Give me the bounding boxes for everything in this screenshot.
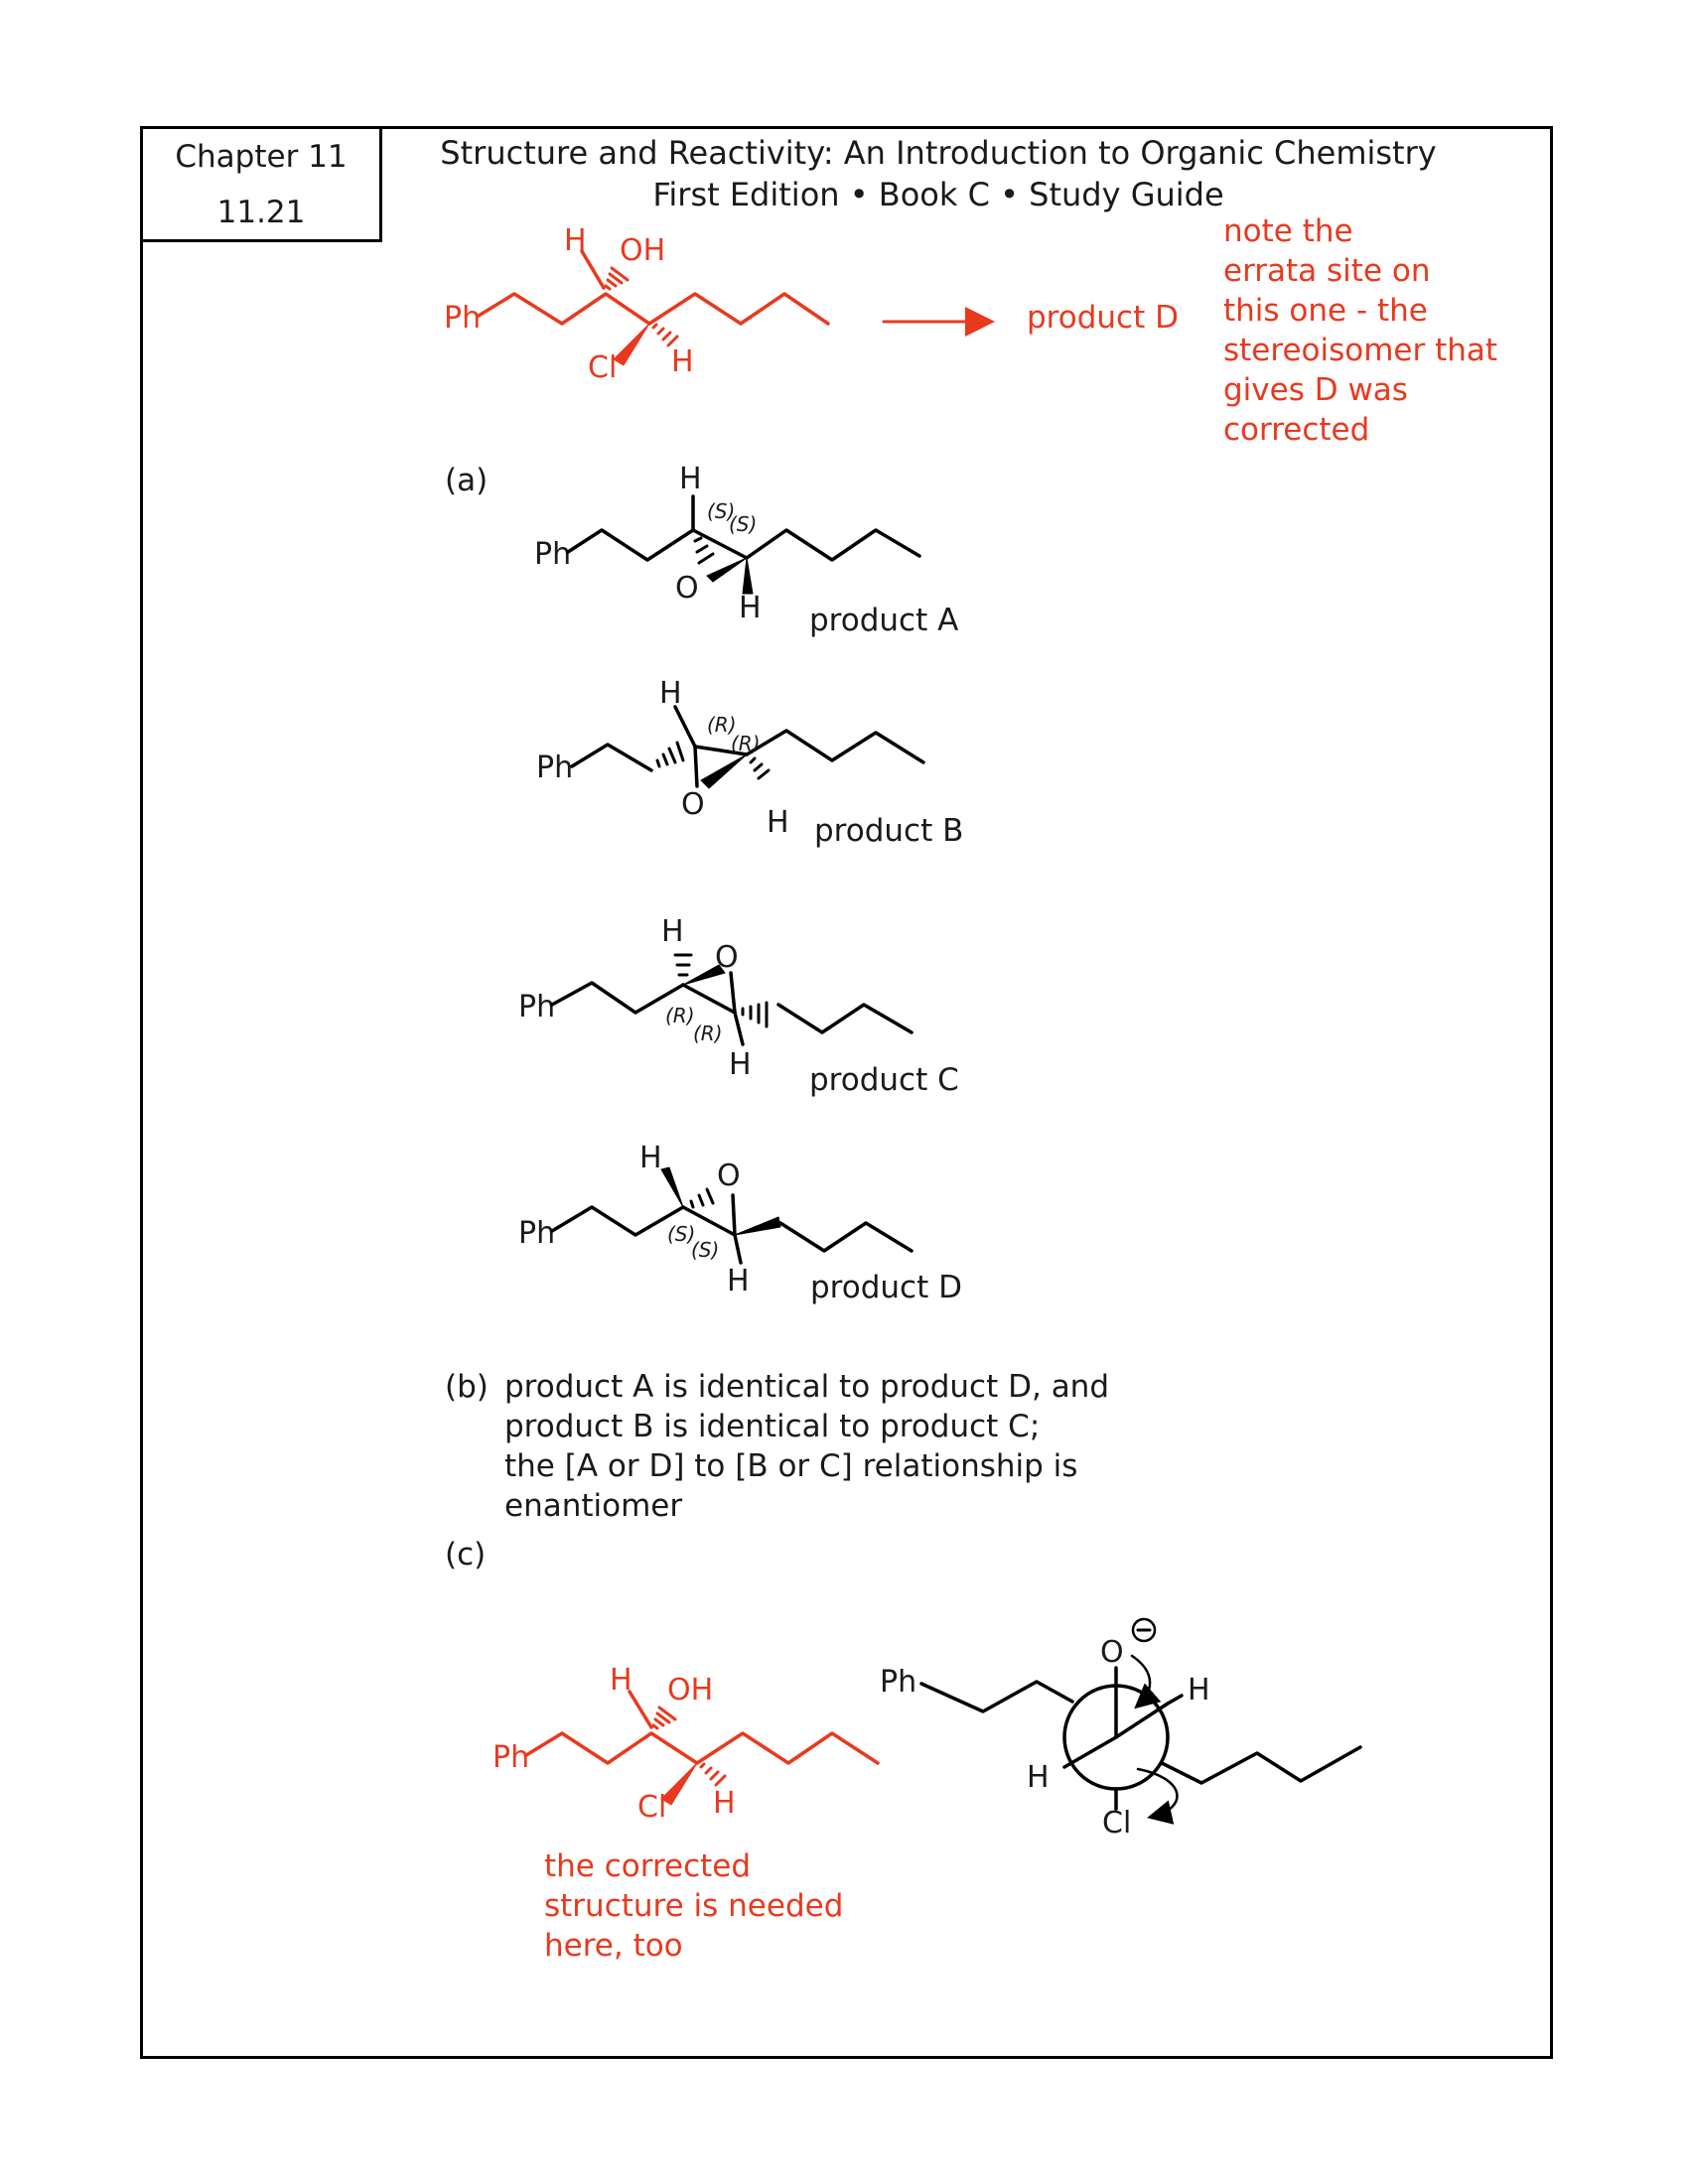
hashed-wedge <box>695 538 713 563</box>
o-label: O <box>717 1159 741 1193</box>
product-d-structure <box>518 1141 912 1298</box>
h-label: H <box>671 344 694 379</box>
h-label: H <box>679 462 702 496</box>
ph-label: Ph <box>880 1665 917 1700</box>
hashed-wedge <box>657 743 683 766</box>
curved-arrow <box>1138 1769 1177 1817</box>
stereo-label: (S) <box>707 499 736 523</box>
hashed-wedge <box>751 758 769 778</box>
hashed-wedge <box>743 1003 767 1026</box>
h-label: H <box>1027 1760 1050 1795</box>
solid-wedge <box>707 558 747 582</box>
part-b-line: the [A or D] to [B or C] relationship is <box>504 1448 1078 1484</box>
part-a-label: (a) <box>445 463 489 498</box>
o-label: O <box>1100 1635 1124 1670</box>
stereo-label: (R) <box>707 713 737 737</box>
hashed-wedge <box>675 955 691 975</box>
cl-label: Cl <box>588 350 618 385</box>
h-bond <box>735 1013 743 1044</box>
product-b-caption: product B <box>814 813 964 849</box>
cl-label: Cl <box>637 1790 667 1825</box>
errata-note-line: note the <box>1223 213 1353 249</box>
product-b-structure <box>536 676 923 840</box>
h-label: H <box>729 1047 752 1082</box>
solid-wedge <box>701 754 747 788</box>
solid-wedge <box>743 558 753 594</box>
hashed-wedge <box>691 1189 713 1207</box>
chapter-label: Chapter 11 <box>175 139 348 175</box>
o-label: O <box>715 940 739 975</box>
book-title: Structure and Reactivity: An Introduction to Organic Chemistry <box>440 134 1437 172</box>
problem-number: 11.21 <box>216 195 306 230</box>
stereo-label: (R) <box>693 1022 723 1045</box>
solid-wedge <box>661 1167 683 1207</box>
h-label: H <box>767 805 789 840</box>
stereo-label: (R) <box>731 732 761 755</box>
hashed-wedge <box>653 325 677 345</box>
ph-label: Ph <box>444 301 482 336</box>
stereo-label: (S) <box>691 1238 720 1262</box>
h-label: H <box>661 914 684 949</box>
hashed-wedge <box>606 268 628 289</box>
h-bond <box>630 1692 651 1727</box>
o-label: O <box>681 787 705 822</box>
oh-label: OH <box>667 1673 714 1707</box>
part-b-label: (b) <box>445 1369 489 1405</box>
h-label: H <box>713 1786 736 1821</box>
part-b-line: product B is identical to product C; <box>504 1409 1041 1444</box>
product-c-caption: product C <box>809 1062 959 1098</box>
h-bond <box>735 1235 741 1263</box>
solid-wedge <box>661 1763 697 1805</box>
part-c-starting-material <box>492 1663 878 1825</box>
h-label: H <box>610 1663 633 1698</box>
part-b-line: product A is identical to product D, and <box>504 1369 1110 1405</box>
hashed-wedge <box>653 1707 675 1728</box>
errata-note-line: errata site on <box>1223 253 1431 289</box>
part-b-line: enantiomer <box>504 1488 683 1524</box>
part-c-label: (c) <box>445 1537 487 1572</box>
h-label: H <box>564 223 587 258</box>
ph-label: Ph <box>534 537 572 572</box>
ph-label: Ph <box>536 751 574 785</box>
stereo-label: (S) <box>667 1222 696 1246</box>
stereo-label: (R) <box>665 1004 695 1027</box>
solid-wedge <box>614 324 649 365</box>
cl-label: Cl <box>1102 1806 1132 1841</box>
part-c-note-line: the corrected <box>544 1848 752 1884</box>
h-label: H <box>659 676 682 711</box>
ph-label: Ph <box>518 1216 556 1251</box>
h-label: H <box>639 1141 662 1175</box>
product-a-structure <box>534 462 919 625</box>
h-label: H <box>727 1264 750 1298</box>
hashed-wedge <box>701 1764 725 1785</box>
book-subtitle: First Edition • Book C • Study Guide <box>652 176 1224 213</box>
errata-note-line: this one - the <box>1223 293 1428 329</box>
product-c-structure <box>518 914 912 1082</box>
product-a-caption: product A <box>809 603 959 638</box>
ph-label: Ph <box>518 990 556 1024</box>
stereo-label: (S) <box>729 512 758 536</box>
part-c-note-line: here, too <box>544 1928 683 1964</box>
errata-note-line: stereoisomer that <box>1223 333 1498 368</box>
solid-wedge <box>735 1217 780 1235</box>
errata-note-line: gives D was <box>1223 372 1408 408</box>
product-d-caption: product D <box>810 1270 962 1305</box>
h-label: H <box>739 591 762 625</box>
o-label: O <box>675 571 699 606</box>
h-label: H <box>1188 1673 1210 1707</box>
newman-projection <box>880 1619 1360 1841</box>
part-c-note-line: structure is needed <box>544 1888 844 1924</box>
oh-label: OH <box>620 233 666 268</box>
h-bond <box>675 707 695 747</box>
errata-note-line: corrected <box>1223 412 1370 448</box>
top-starting-material <box>444 223 989 385</box>
top-product-label: product D <box>1027 300 1179 336</box>
ph-label: Ph <box>492 1740 530 1775</box>
